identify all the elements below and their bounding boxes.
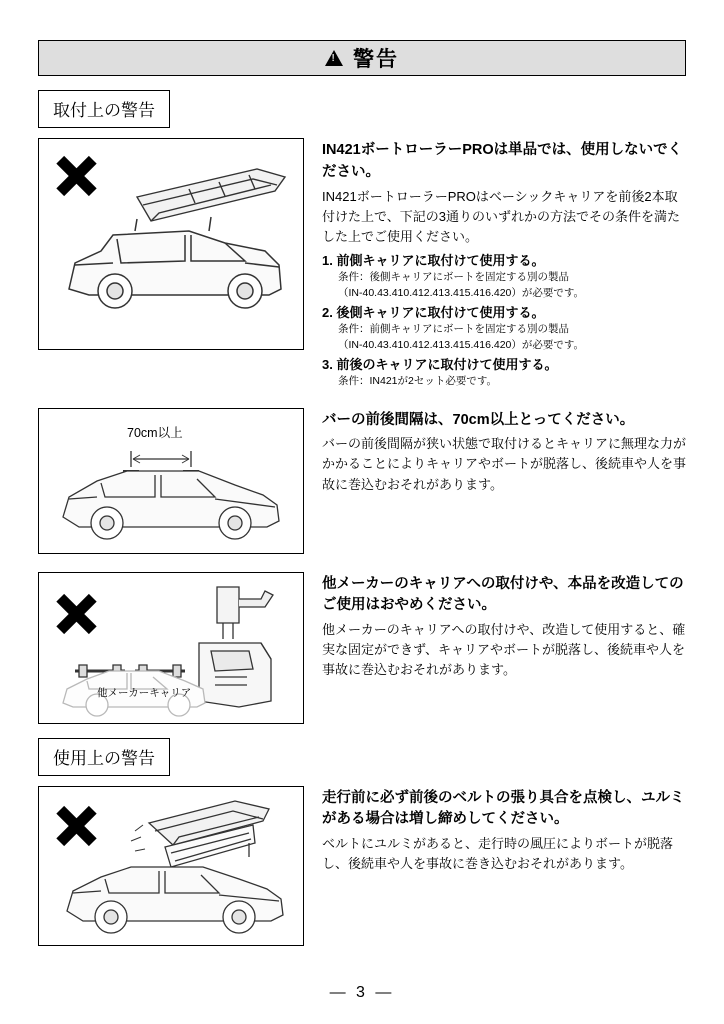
list-item-2-cond: 条件：前側キャリアにボートを固定する別の製品 xyxy=(338,323,569,336)
list-item-2-num: 2. xyxy=(322,304,333,320)
figure-caption-other-maker: 他メーカーキャリア xyxy=(97,686,192,699)
list-item-2-title: 後側キャリアに取付けて使用する。 xyxy=(336,304,545,320)
list-item-3-num: 3. xyxy=(322,356,333,372)
warning-block-3 xyxy=(38,572,686,724)
body-text-1: IN421ボートローラーPROはベーシックキャリアを前後2本取付けた上で、下記の3通りのいずれかの方法でその条件を満たした上でご使用ください。 xyxy=(322,188,680,244)
lead-text-4: 走行前に必ず前後のベルトの張り具合を点検し、ユルミがある場合は増し締めしてください。 xyxy=(322,789,685,828)
x-mark-icon xyxy=(53,591,99,637)
text-block-2 xyxy=(322,408,686,495)
warning-block-2 xyxy=(38,408,686,554)
list-item-2 xyxy=(322,303,686,353)
lead-text-3: 他メーカーのキャリアへの取付けや、本品を改造してのご使用はおやめください。 xyxy=(322,575,684,614)
figure-other-maker-carrier xyxy=(38,572,304,724)
warning-block-4 xyxy=(38,786,686,946)
dimension-label-70cm: 70cm以上 xyxy=(127,425,183,440)
list-item-1-num: 1. xyxy=(322,252,333,268)
numbered-list-1 xyxy=(322,251,686,390)
body-text-3: 他メーカーのキャリアへの取付けや、改造して使用すると、確実な固定ができず、キャリアやボートが脱落し、後続車や人を事故に巻込むおそれがあります。 xyxy=(322,622,686,678)
list-item-2-cond2: （IN-40.43.410.412.413.415.416.420）が必要です。 xyxy=(338,338,585,351)
body-text-4: ベルトにユルミがあると、走行時の風圧によりボートが脱落し、後続車や人を事故に巻き込むおそれがあります。 xyxy=(322,836,674,872)
warning-banner xyxy=(38,40,686,76)
lead-text-2: バーの前後間隔は、70cm以上とってください。 xyxy=(322,411,635,428)
list-item-1-title: 前側キャリアに取付けて使用する。 xyxy=(336,252,545,268)
section-heading-installation: 取付上の警告 xyxy=(38,90,170,128)
list-item-1-cond2: （IN-40.43.410.412.413.415.416.420）が必要です。 xyxy=(338,286,585,299)
figure-loose-belt xyxy=(38,786,304,946)
text-block-3 xyxy=(322,572,686,681)
text-block-1 xyxy=(322,138,686,390)
body-text-2: バーの前後間隔が狭い状態で取付けるとキャリアに無理な力がかかることによりキャリアやボートが脱落し、後続車や人を事故に巻込むおそれがあります。 xyxy=(322,436,687,492)
text-block-4 xyxy=(322,786,686,875)
page-number: — 3 — xyxy=(329,984,395,1001)
section-heading-usage: 使用上の警告 xyxy=(38,738,170,776)
warning-block-1 xyxy=(38,138,686,390)
warning-banner-title: 警告 xyxy=(353,48,399,71)
x-mark-icon xyxy=(53,153,99,199)
list-item-1-cond: 条件：後側キャリアにボートを固定する別の製品 xyxy=(338,271,569,284)
warning-triangle-icon xyxy=(325,50,343,66)
figure-bar-spacing xyxy=(38,408,304,554)
list-item-3-title: 前後のキャリアに取付けて使用する。 xyxy=(336,356,558,372)
figure-boat-single-carrier xyxy=(38,138,304,350)
lead-text-1: IN421ボートローラーPROは単品では、使用しないでください。 xyxy=(322,142,683,180)
list-item-1 xyxy=(322,251,686,301)
list-item-3-cond: 条件：IN421が2セット必要です。 xyxy=(338,375,498,388)
list-item-3 xyxy=(322,355,686,390)
x-mark-icon xyxy=(53,803,99,849)
